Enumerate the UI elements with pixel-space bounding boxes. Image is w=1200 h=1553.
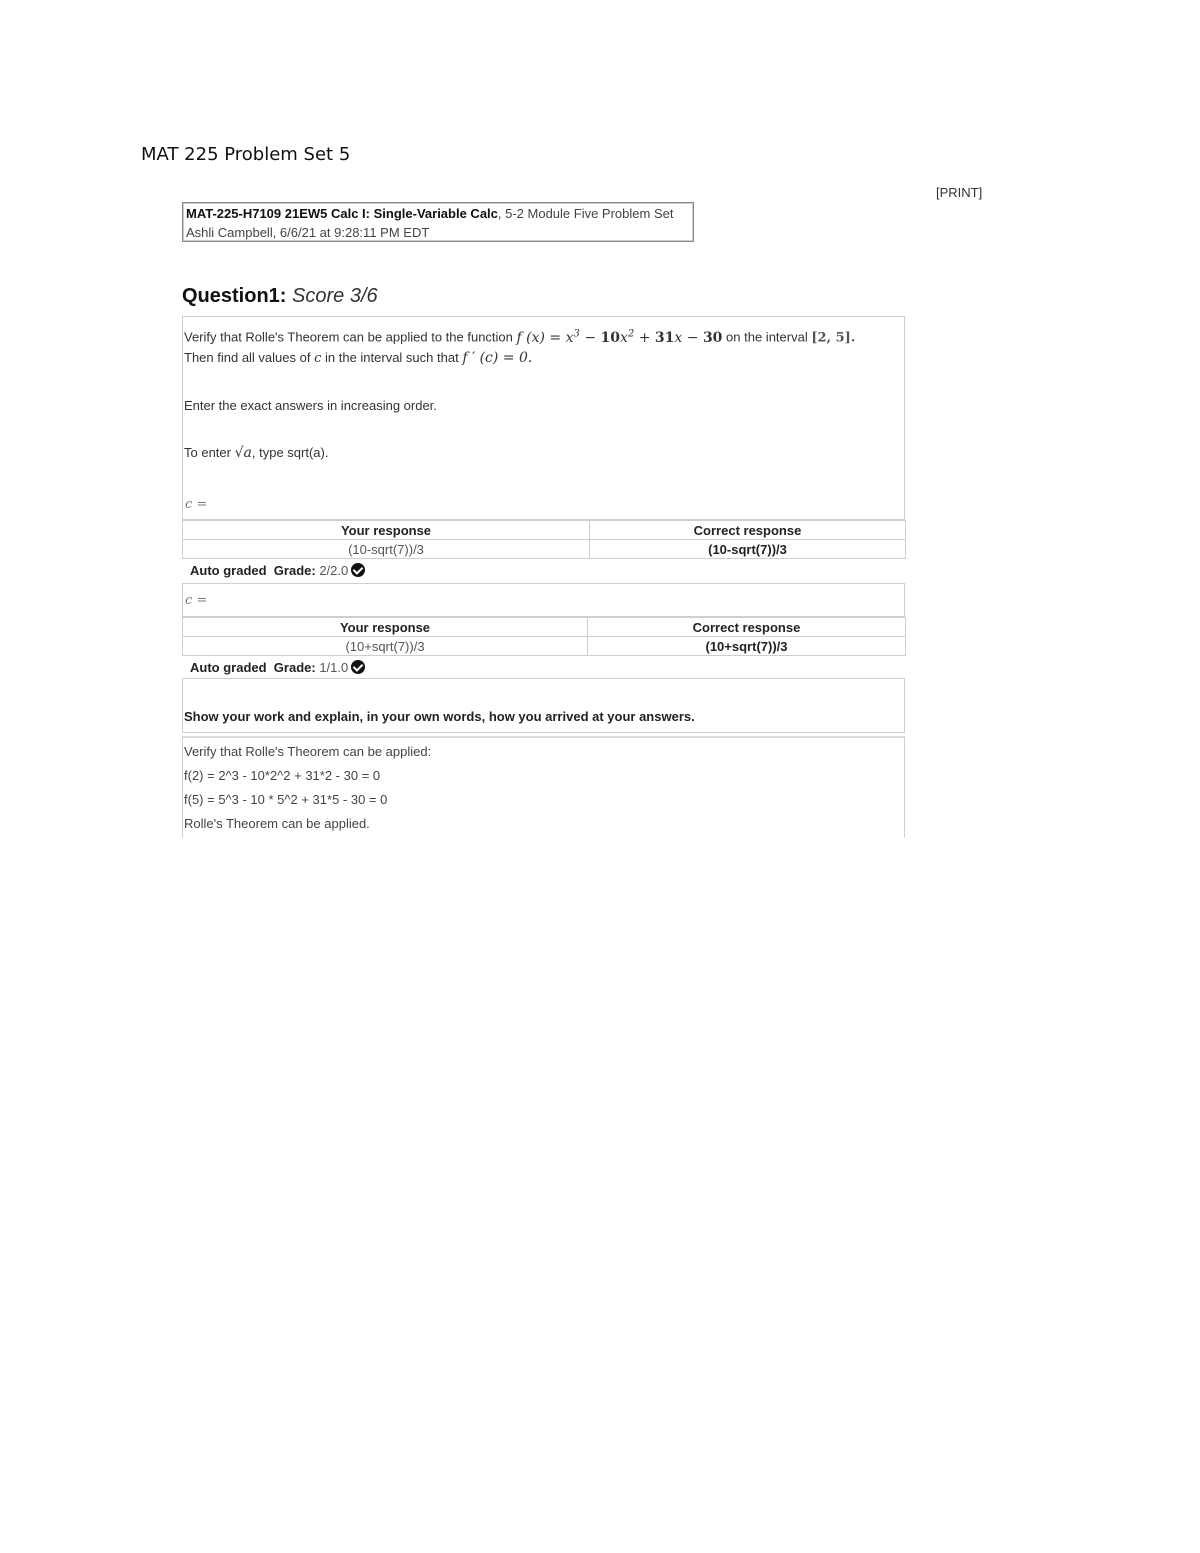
print-link[interactable]: [PRINT] — [936, 185, 983, 200]
instruction-text: Enter the exact answers in increasing order. — [184, 398, 437, 413]
sqrt-hint — [184, 445, 328, 461]
prompt-text-interval: on the interval — [726, 329, 808, 345]
prompt-text: in the interval such that — [325, 350, 459, 365]
check-circle-icon — [351, 563, 365, 577]
check-circle-icon — [351, 660, 365, 674]
grade-value: 1/1.0 — [319, 660, 349, 675]
hint-text: To enter — [184, 445, 231, 460]
work-line: f(5) = 5^3 - 10 * 5^2 + 31*5 - 30 = 0 — [184, 792, 388, 807]
derivative-expression: f ′ (c) = 0. — [462, 350, 533, 366]
c-answer-label-1: c = — [185, 497, 208, 512]
prompt-text: Verify that Rolle's Theorem can be applied to the function — [184, 329, 513, 345]
work-prompt: Show your work and explain, in your own words, how you arrived at your answers. — [184, 709, 695, 724]
answer-box-2 — [182, 583, 905, 617]
prompt-line-1: Verify that Rolle's Theorem can be applied to the function f $(x) = x^3 - 10x^2 + 31x - 30$ on the interval [2, 5]. — [184, 328, 856, 346]
interval-expression: [2, 5]. — [811, 330, 856, 346]
correct-response-value: (10+sqrt(7))/3 — [588, 637, 906, 656]
document-title: MAT 225 Problem Set 5 — [141, 144, 351, 165]
question-prompt-box — [182, 316, 905, 520]
grade-label: Grade: — [273, 563, 316, 578]
your-response-value: (10-sqrt(7))/3 — [183, 540, 590, 559]
assignment-name: , 5-2 Module Five Problem Set — [497, 206, 674, 221]
grade-label: Grade: — [273, 660, 316, 675]
prompt-line-2 — [184, 350, 532, 366]
correct-response-header: Correct response — [590, 521, 906, 540]
correct-response-header: Correct response — [588, 618, 906, 637]
response-table-2 — [182, 617, 906, 656]
your-response-header: Your response — [183, 521, 590, 540]
your-response-header: Your response — [183, 618, 588, 637]
work-line: f(2) = 2^3 - 10*2^2 + 31*2 - 30 = 0 — [184, 768, 381, 783]
grade-line-1 — [190, 563, 365, 578]
question-label: Question1: — [182, 285, 287, 307]
work-prompt-box — [182, 678, 905, 733]
grade-line-2 — [190, 660, 365, 675]
correct-response-value: (10-sqrt(7))/3 — [590, 540, 906, 559]
c-variable: c — [314, 351, 322, 366]
auto-graded-label: Auto graded — [190, 660, 267, 675]
your-response-value: (10+sqrt(7))/3 — [183, 637, 588, 656]
grade-value: 2/2.0 — [319, 563, 349, 578]
assignment-header — [182, 202, 694, 242]
course-title: MAT-225-H7109 21EW5 Calc I: Single-Variable Calc — [186, 206, 498, 221]
question-score: Score 3/6 — [292, 285, 378, 307]
c-answer-label-2: c = — [185, 593, 208, 608]
work-line: Rolle's Theorem can be applied. — [184, 816, 370, 831]
function-expression: f (x) = x — [516, 329, 574, 346]
prompt-text: Then find all values of — [184, 350, 311, 365]
work-line: Verify that Rolle's Theorem can be applied: — [184, 744, 432, 759]
sqrt-expression: √a — [234, 445, 252, 461]
question-heading — [182, 285, 378, 308]
response-table-1 — [182, 520, 906, 559]
hint-text: , type sqrt(a). — [251, 445, 329, 460]
auto-graded-label: Auto graded — [190, 563, 267, 578]
student-info: Ashli Campbell, 6/6/21 at 9:28:11 PM EDT — [186, 225, 430, 240]
